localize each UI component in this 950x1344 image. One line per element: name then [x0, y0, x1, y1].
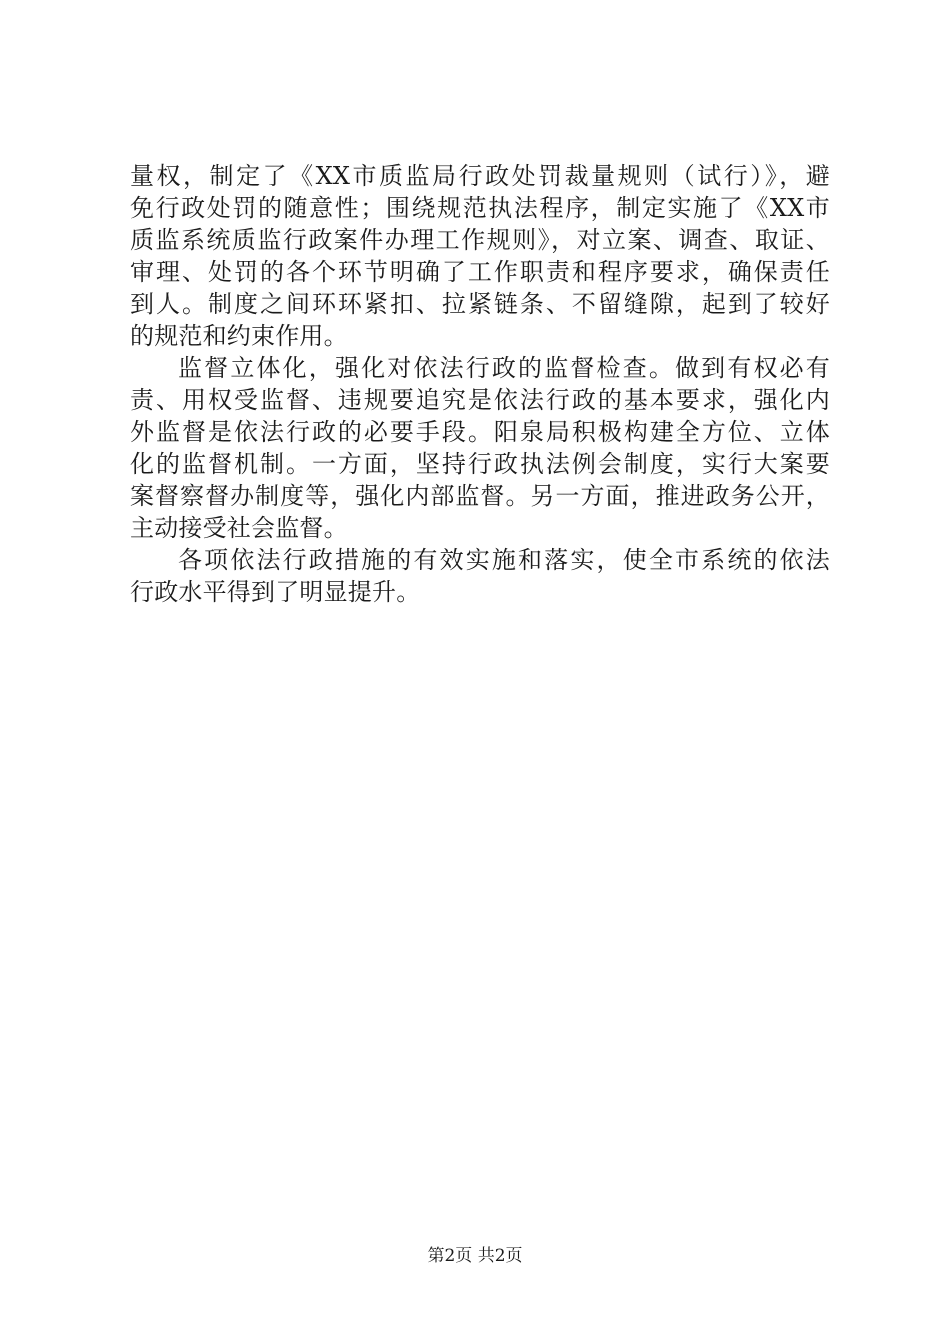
text-line: 的规范和约束作用。: [130, 322, 348, 350]
paragraph-first-line: 监督立体化，强化对依法行政的监督检查。做到有权必有: [178, 354, 830, 382]
text-line: 审理、处罚的各个环节明确了工作职责和程序要求，确保责任: [130, 258, 830, 286]
text-line: 案督察督办制度等，强化内部监督。另一方面，推进政务公开，: [130, 482, 830, 510]
text-line: 量权，制定了《XX市质监局行政处罚裁量规则（试行）》，避: [130, 162, 830, 190]
page-footer: 第2页 共2页: [427, 1246, 523, 1266]
text-line: 外监督是依法行政的必要手段。阳泉局积极构建全方位、立体: [130, 418, 830, 446]
text-line: 主动接受社会监督。: [130, 514, 348, 542]
text-line: 到人。制度之间环环紧扣、拉紧链条、不留缝隙，起到了较好: [130, 290, 830, 318]
text-line: 行政水平得到了明显提升。: [130, 578, 421, 606]
text-line: 免行政处罚的随意性；围绕规范执法程序，制定实施了《XX市: [130, 194, 830, 222]
text-line: 责、用权受监督、违规要追究是依法行政的基本要求，强化内: [130, 386, 830, 414]
text-line: 化的监督机制。一方面，坚持行政执法例会制度，实行大案要: [130, 450, 830, 478]
document-body: [130, 160, 830, 608]
text-line: 质监系统质监行政案件办理工作规则》，对立案、调查、取证、: [130, 226, 830, 254]
paragraph-first-line: 各项依法行政措施的有效实施和落实，使全市系统的依法: [178, 546, 830, 574]
